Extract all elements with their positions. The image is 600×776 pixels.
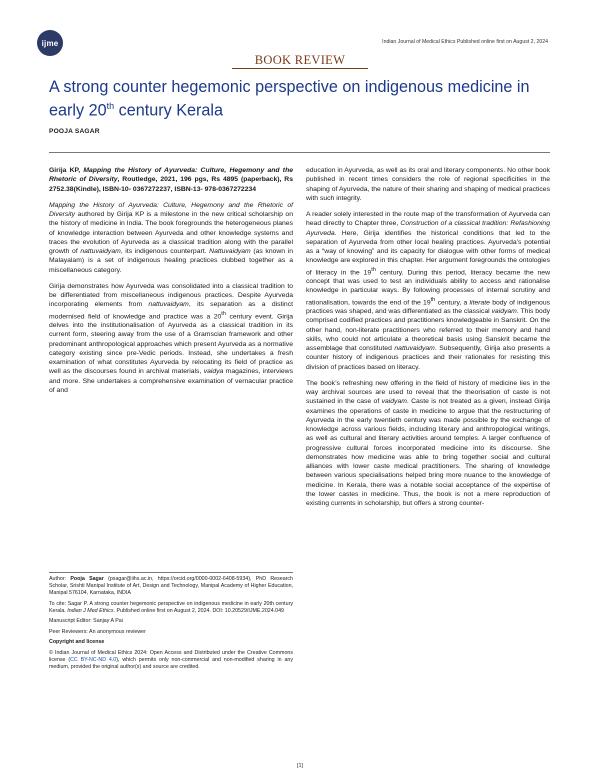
journal-header-line: Indian Journal of Medical Ethics Published online first on August 2, 2024 [382,39,548,45]
footnote-author: Author: Pooja Sagar (psagar@iihs.ac.in, https://orcid.org/0000-0002-6408-5934), PhD Research Scholar, Srishti Manipal Institute of Art, Design and Technology, Manipal Academy of Higher Education, Manipal 576104, Karnataka, INDIA [49,576,293,597]
author-footnote [49,576,293,674]
book-citation: Girija KP, Mapping the History of Ayurveda: Culture, Hegemony and the Rhetoric of Diversity, Routledge, 2021, 196 pgs, Rs 4895 (paperback), Rs 2752.38(Kindle), ISBN-10- 0367272237, ISBN-13- 978-0367272234 [49,167,293,193]
copyright-heading: Copyright and license [49,639,105,646]
footnote-citation: To cite: Sagar P. A strong counter hegemonic perspective on indigenous medicine in early 20th century Kerala. Indian J Med Ethics. Published online first on August 2, 2024. DOI: 10.20529/IJME.2024.049 [49,600,293,614]
journal-logo: ijme [37,30,63,56]
article-title: A strong counter hegemonic perspective on indigenous medicine in early 20th century Kerala [49,78,530,120]
footnote-rule [49,572,293,573]
paragraph: Mapping the History of Ayurveda: Culture, Hegemony and the Rhetoric of Diversity authored by Girija KP is a milestone in the new critical scholarship on the history of medicine in India. The book foregrounds the heterogeneous planes of knowledge interaction between Ayurveda and other knowledge systems and traces the evolution of Ayurveda as a classical tradition along with the parallel growth of nattuvaidyam, its indigenous counterpart. Nattuvaidyam (as known in Malayalam) is a set of indigenous healing practices clubbed together as a miscellaneous category. [49,201,293,274]
left-column [49,166,293,402]
paragraph: Girija demonstrates how Ayurveda was consolidated into a classical tradition to be differentiated from miscellaneous indigenous practices. Despite Ayurveda incorporating elements from nattuvaidyam, its separation as a distinct modernised field of knowledge and practice was a 20th century event. Girija delves into the institutionalisation of Ayurveda as a classical tradition in its current form, steering away from the use of a Gramscian framework and other predominant anthropological approaches which present Ayurveda as a normative category existing since pre-Vedic periods. Instead, she undertakes a fresh examination of what constitutes Ayurveda by relocating its field of practice as well as the discourses found in archival materials, vaidya magazines, interviews and more. She undertakes a comprehensive examination of vernacular practice of and [49,282,293,394]
footnote-license: © Indian Journal of Medical Ethics 2024: Open Access and Distributed under the Creative Commons license (CC BY-NC-ND 4.0), which permits only non-commercial and non-modified sharing in any medium, provided the original author(s) and source are credited. [49,649,293,670]
right-column [306,166,550,515]
paragraph: A reader solely interested in the route map of the transformation of Ayurveda can head directly to Chapter three, Construction of a classical tradition: Refashioning Ayurveda. Here, Girija identifies the historical conditions that led to the separation of Ayurveda from other local healing practices. Ayurveda’s potential as a “way of knowing” and its capacity for dialogue with other forms of medical knowledge are explored in this chapter. Her argument foregrounds the ontologies of literacy in the 19th century. During this period, literacy became the new concept that was used to test an individuals ability to access and rationalise knowledge in particular ways. By following processes of internal scrutiny and rationalisation, towards the end of the 19th century, a literate body of indigenous practices was shaped, and was differentiated as the classical vaidyam. This body comprised codified practices and practitioners knowledgeable in Sanskrit. On the other hand, non-literate practitioners who referred to their memory and hand skills, who could not articulate a theoretical basis using Sanskrit became the assemblage that constituted nattuvaidyam. Subsequently, Girija also presents a counter history of indigenous practices and their rationales for resisting this division of practices based on literacy. [306,211,550,371]
page-number: [1] [296,763,304,769]
section-rule [232,68,368,69]
section-label: BOOK REVIEW [254,53,346,67]
title-divider [49,152,550,153]
license-link[interactable]: CC BY-NC-ND 4.0 [70,656,117,663]
footnote-reviewers: Peer Reviewers: An anonymous reviewer [49,628,146,635]
author-name: POOJA SAGAR [49,128,100,135]
paragraph: The book’s refreshing new offering in the field of history of medicine lies in the way archival sources are used to reveal that the theorisation of caste is not sustained in the case of vaidyam. Caste is not treated as a given, instead Girija examines the operations of caste in medicine to argue that the restructuring of Ayurveda in the early twentieth century was made possible by the exchange of knowledge across various fields, including literary and anthropological writings, as well as cultural and literary activities around temples. A larger confluence of progressive cultural forces incorporated medicine into its discourse. She demonstrates how medicine was able to bring together social and cultural alliances with lower caste medical practitioners. The sharing of knowledge between various specialisations helped bring more nuance to the knowledge of medicine. In Kerala, there was a notable social acceptance of the expertise of the lower castes in medicine. Thus, the book is not a mere reproduction of existing currents in scholarship, but offers a strong counter- [306,379,550,508]
footnote-editor: Manuscript Editor: Sanjay A Pai [49,618,123,625]
paragraph: education in Ayurveda, as well as its oral and literary components. No other book published in recent times considers the role of regional specificities in the shaping of Ayurveda, the nature of their sharing and shaping of medical practices with such integrity. [306,167,550,202]
